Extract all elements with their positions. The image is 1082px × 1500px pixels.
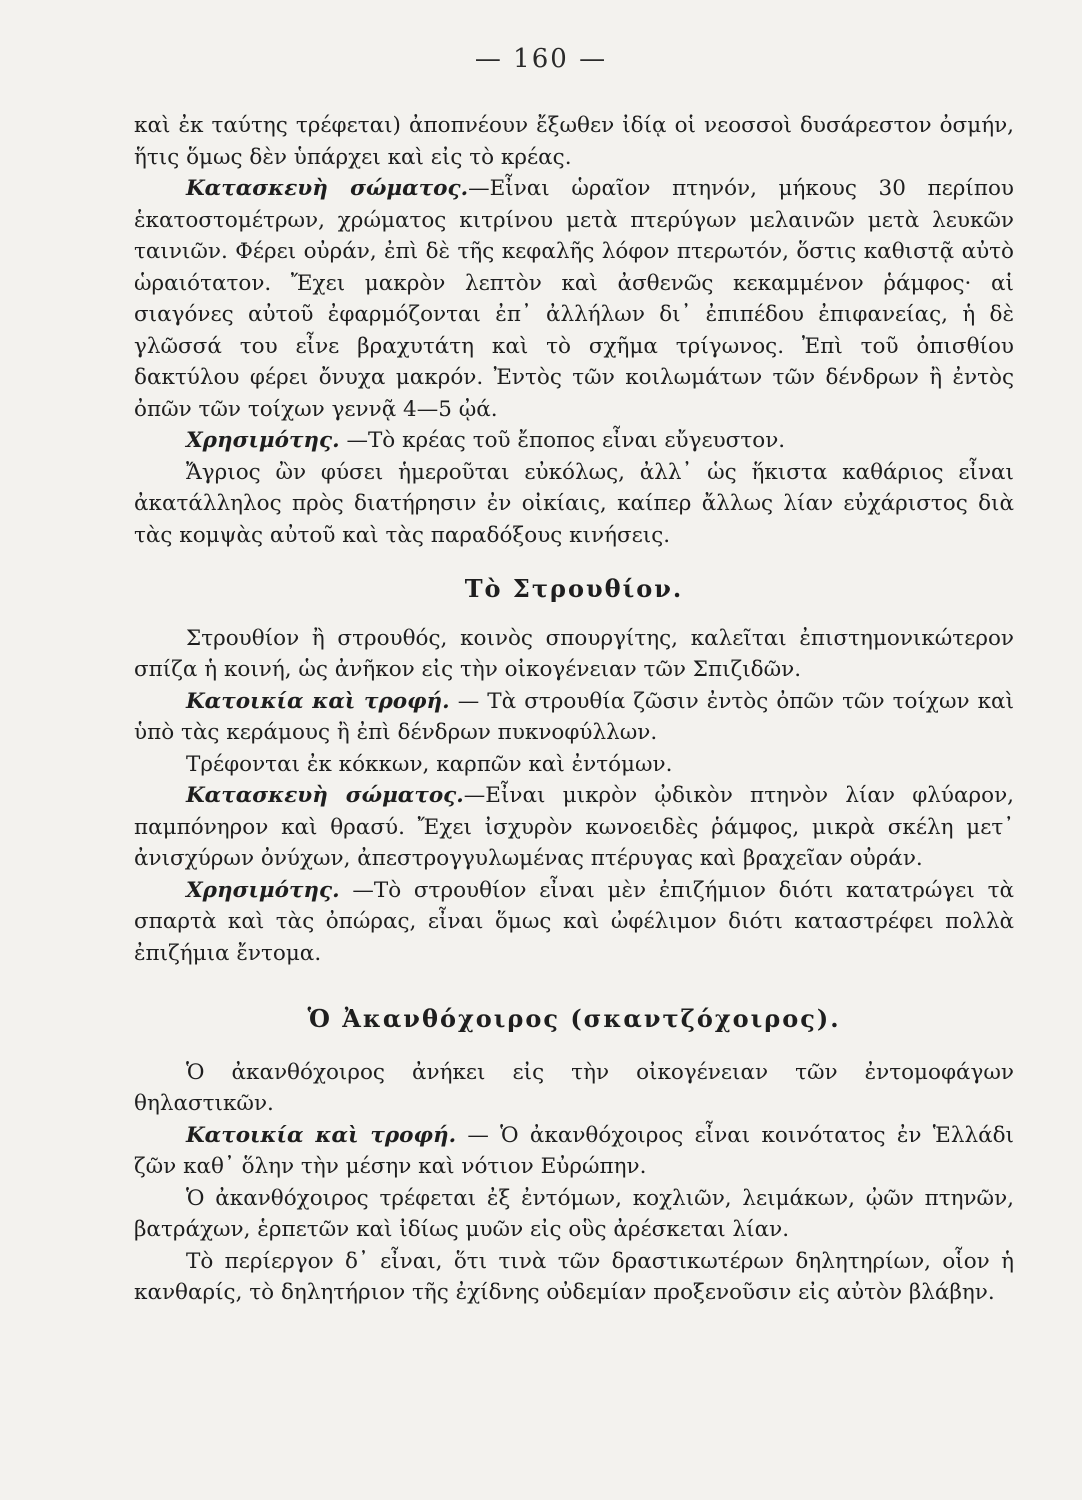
paragraph [134, 173, 1014, 425]
paragraph [134, 110, 1014, 173]
paragraph [134, 686, 1014, 749]
paragraph-lead: Κατοικία καὶ τροφή. [186, 1122, 457, 1148]
paragraph-text: Ὁ ἀκανθόχοιρος τρέφεται ἐξ ἐντόμων, κοχλιῶν, λειμάκων, ᾠῶν πτηνῶν, βατράχων, ἑρπετῶν καὶ ἰδίως μυῶν εἰς οὓς ἀρέσκεται λίαν. [134, 1185, 1014, 1242]
paragraph [134, 457, 1014, 552]
paragraph-lead: Κατασκευὴ σώματος. [186, 783, 464, 808]
section-heading: Ὁ Ἀκανθόχοιρος (σκαντζόχοιρος). [307, 1004, 841, 1033]
paragraph [134, 623, 1014, 686]
paragraph-text: Ἄγριος ὢν φύσει ἡμεροῦται εὐκόλως, ἀλλ᾽ ὡς ἥκιστα καθάριος εἶναι ἀκατάλληλος πρὸς διατήρησιν ἐν οἰκίαις, καίπερ ἄλλως λίαν εὐχάριστος διὰ τὰς κομψὰς αὐτοῦ καὶ τὰς παραδόξους κινήσεις. [134, 459, 1014, 548]
paragraph [134, 749, 1014, 781]
paragraph [134, 425, 1014, 457]
paragraph [134, 875, 1014, 970]
page-number: — 160 — [474, 44, 608, 74]
paragraph-lead: Χρησιμότης. [186, 428, 340, 453]
paragraph-text: — Ὁ ἀκανθόχοιρος εἶναι κοινότατος ἐν Ἑλλάδι ζῶν καθ᾽ ὅλην τὴν μέσην καὶ νότιον Εὐρώπην. [134, 1122, 1014, 1179]
paragraph-text: Τὸ περίεργον δ᾽ εἶναι, ὅτι τινὰ τῶν δραστικωτέρων δηλητηρίων, οἷον ἡ κανθαρίς, τὸ δηλητήριον τῆς ἐχίδνης οὐδεμίαν προξενοῦσιν εἰς αὐτὸν βλάβην. [134, 1248, 1014, 1305]
text-body [134, 110, 1014, 1309]
paragraph-lead: Χρησιμότης. [186, 877, 340, 903]
paragraph-text: — Τὰ στρουθία ζῶσιν ἐντὸς ὀπῶν τῶν τοίχων καὶ ὑπὸ τὰς κεράμους ἢ ἐπὶ δένδρων πυκνοφύλλων. [134, 688, 1014, 745]
paragraph-text: Τρέφονται ἐκ κόκκων, καρπῶν καὶ ἐντόμων. [186, 751, 673, 777]
section-heading: Τὸ Στρουθίον. [464, 574, 684, 603]
paragraph-lead: Κατοικία καὶ τροφή. [186, 688, 450, 714]
paragraph [134, 780, 1014, 875]
paragraph-text: —Τὸ κρέας τοῦ ἔποπος εἶναι εὔγευστον. [339, 428, 786, 453]
paragraph-text: —Εἶναι ὡραῖον πτηνόν, μήκους 30 περίπου ἑκατοστομέτρων, χρώματος κιτρίνου μετὰ πτερύγων μελαινῶν μετὰ λευκῶν ταινιῶν. Φέρει οὐράν, ἐπὶ δὲ τῆς κεφαλῆς λόφον πτερωτόν, ὅστις καθιστᾷ αὐτὸ ὡραιότατον. Ἔχει μακρὸν λεπτὸν καὶ ἀσθενῶς κεκαμμένον ῥάμφος· αἱ σιαγόνες αὐτοῦ ἐφαρμόζονται ἐπ᾽ ἀλλήλων δι᾽ ἐπιπέδου ἐπιφανείας, ἡ δὲ γλῶσσά του εἶνε βραχυτάτη καὶ τὸ σχῆμα τρίγωνος. Ἐπὶ τοῦ ὀπισθίου δακτύλου φέρει ὄνυχα μακρόν. Ἐντὸς τῶν κοιλωμάτων τῶν δένδρων ἢ ἐντὸς ὀπῶν τῶν τοίχων γεννᾷ 4—5 ᾠά. [134, 176, 1014, 422]
paragraph [134, 1120, 1014, 1183]
paragraph-text: —Εἶναι μικρὸν ᾠδικὸν πτηνὸν λίαν φλύαρον, παμπόνηρον καὶ θρασύ. Ἔχει ἰσχυρὸν κωνοειδὲς ῥάμφος, μικρὰ σκέλη μετ᾽ ἀνισχύρων ὀνύχων, ἀπεστρογγυλωμένας πτέρυγας καὶ βραχεῖαν οὐράν. [134, 783, 1014, 871]
paragraph-text: Ὁ ἀκανθόχοιρος ἀνήκει εἰς τὴν οἰκογένειαν τῶν ἐντομοφάγων θηλαστικῶν. [134, 1059, 1014, 1116]
paragraph-text: Στρουθίον ἢ στρουθός, κοινὸς σπουργίτης, καλεῖται ἐπιστημονικώτερον σπίζα ἡ κοινή, ὡς ἀνῆκον εἰς τὴν οἰκογένειαν τῶν Σπιζιδῶν. [134, 625, 1014, 682]
paragraph-lead: Κατασκευὴ σώματος. [186, 176, 469, 201]
paragraph [134, 1246, 1014, 1309]
paragraph-text: —Τὸ στρουθίον εἶναι μὲν ἐπιζήμιον διότι κατατρώγει τὰ σπαρτὰ καὶ τὰς ὀπώρας, εἶναι ὅμως καὶ ὠφέλιμον διότι καταστρέφει πολλὰ ἐπιζήμια ἔντομα. [134, 877, 1014, 966]
paragraph-text: καὶ ἐκ ταύτης τρέφεται) ἀποπνέουν ἔξωθεν ἰδίᾳ οἱ νεοσσοὶ δυσάρεστον ὀσμήν, ἥτις ὅμως δὲν ὑπάρχει καὶ εἰς τὸ κρέας. [134, 113, 1014, 170]
paragraph [134, 1057, 1014, 1120]
paragraph [134, 1183, 1014, 1246]
